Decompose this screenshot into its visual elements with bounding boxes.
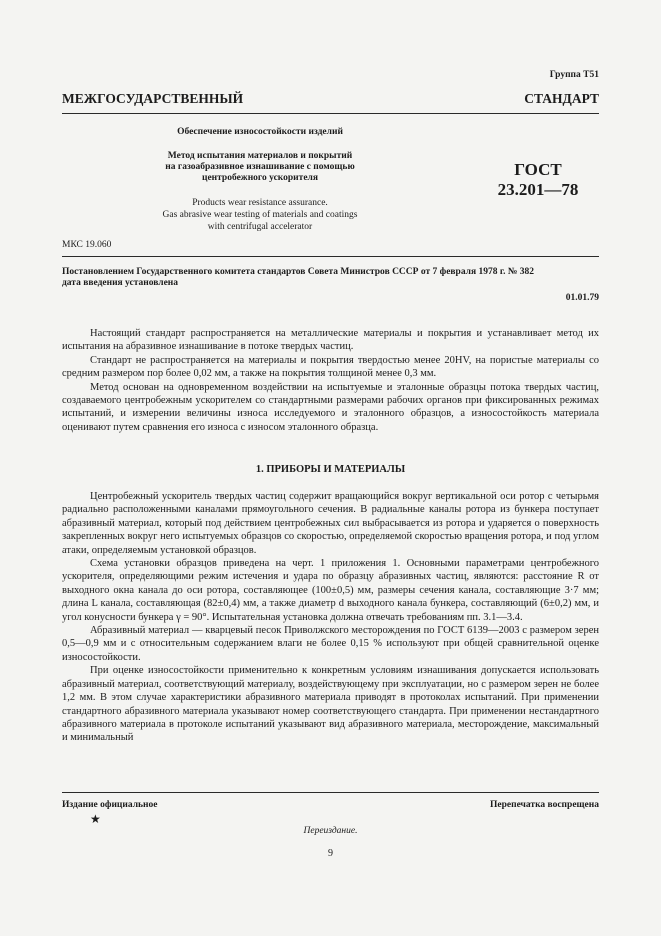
reprint-forbidden-label: Перепечатка воспрещена (489, 800, 599, 810)
russian-title-line: Метод испытания материалов и покрытий (167, 151, 353, 161)
english-title-line: with centrifugal accelerator (207, 222, 313, 232)
paragraph: При оценке износостойкости применительно к конкретным условиям изнашивания допускается использовать абразивный материал, соответствующий материалу, воздействующему при эксплуатации, но с размером зерен не более 1,2 мм. В этом случае характеристики абразивного материала приводят в протоколах испытаний. При применении стандартного абразивного материала указывают номер соответствующего стандарта. При применении нестандартного абразивного материала в протоколе испытаний указывают вид абразивного материала, месторождение, максимальный и минимальный (62, 665, 599, 744)
standard-banner: МЕЖГОСУДАРСТВЕННЫЙ СТАНДАРТ (62, 91, 599, 106)
decree-line: дата введения установлена (62, 278, 179, 288)
header-rule (62, 113, 599, 114)
gost-number: 23.201—78 (497, 180, 579, 199)
reissue-label: Переиздание. (303, 826, 358, 836)
section-text (62, 490, 599, 745)
paragraph: Центробежный ускоритель твердых частиц содержит вращающийся вокруг вертикальной оси ротор с четырьмя радиально расположенными каналами прямоугольного сечения. В радиальные каналы ротора из бункера поступает абразивный материал, который под действием центробежных сил выбрасывается из ротора и ударяется о поверхность закрепленных вокруг него испытуемых образцов со скоростью, определяемой скоростью вращения ротора, и под углом атаки, определяемым установкой образцов. (62, 491, 599, 556)
english-title-line: Gas abrasive wear testing of materials and coatings (162, 210, 358, 220)
english-title-line: Products wear resistance assurance. (192, 198, 328, 208)
section-heading: 1. ПРИБОРЫ И МАТЕРИАЛЫ (255, 464, 406, 475)
official-edition-label: Издание официальное (62, 800, 158, 810)
gost-designation (478, 160, 598, 200)
subject-title: Обеспечение износостойкости изделий (177, 127, 343, 137)
paragraph: Стандарт не распространяется на материалы и покрытия твердостью менее 20HV, на пористые материалы со средним размером пор более 0,02 мм, а также на покрытия толщиной менее 0,3 мм. (62, 354, 599, 380)
gost-label: ГОСТ (514, 160, 562, 179)
paragraph: Настоящий стандарт распространяется на металлические материалы и покрытия и устанавливает метод их испытания на абразивное изнашивание в потоке твердых частиц. (62, 328, 599, 353)
mks-rule (62, 256, 599, 257)
paragraph: Метод основан на одновременном воздействии на испытуемые и эталонные образцы потока твердых частиц, создаваемого центробежным ускорителем со стандартными размерами рабочих органов при фиксированных режимах испытаний, и измерении величины износа исследуемого и эталонного образцов, а износостойкость материала оценивают путем сравнения его износа с износом эталонного образца. (62, 381, 599, 433)
paragraph: Схема установки образцов приведена на черт. 1 приложения 1. Основными параметрами центробежного ускорителя, определяющими режим истечения и удара по образцу абразивных частиц, являются: расстояние R от выходного окна канала до оси ротора, составляющее (100±0,5) мм, размеры сечения канала, составляющие 3·7 мм; длина L канала, составляющая (82±0,4) мм, а также диаметр d выходного канала бункера, составляющий (6±0,2) мм, и угол конусности бункера γ = 90°. Испытательная установка должна отвечать требованиям пп. 3.1—3.4. (62, 558, 599, 623)
decree-line: Постановлением Государственного комитета стандартов Совета Министров СССР от 7 февраля 1978 г. № 382 (62, 267, 535, 277)
paragraph: Абразивный материал — кварцевый песок Приволжского месторождения по ГОСТ 6139—2003 с размером зерен 0,5—0,9 мм и с относительным содержанием влаги не более 0,15 % используют при общей сравнительной оценке износостойкости. (62, 625, 599, 663)
english-title (110, 197, 410, 233)
page-number: 9 (328, 848, 333, 859)
decree-text (62, 267, 599, 289)
intro-text (62, 327, 599, 434)
russian-title-line: центробежного ускорителя (201, 173, 319, 183)
russian-title-line: на газоабразивное изнашивание с помощью (165, 162, 355, 172)
russian-title (110, 151, 410, 184)
effective-date: 01.01.79 (565, 293, 599, 303)
star-icon: ★ (90, 812, 101, 826)
footer-rule (62, 792, 599, 793)
mks-code: МКС 19.060 (62, 240, 112, 250)
group-code: Группа Т51 (549, 70, 599, 80)
